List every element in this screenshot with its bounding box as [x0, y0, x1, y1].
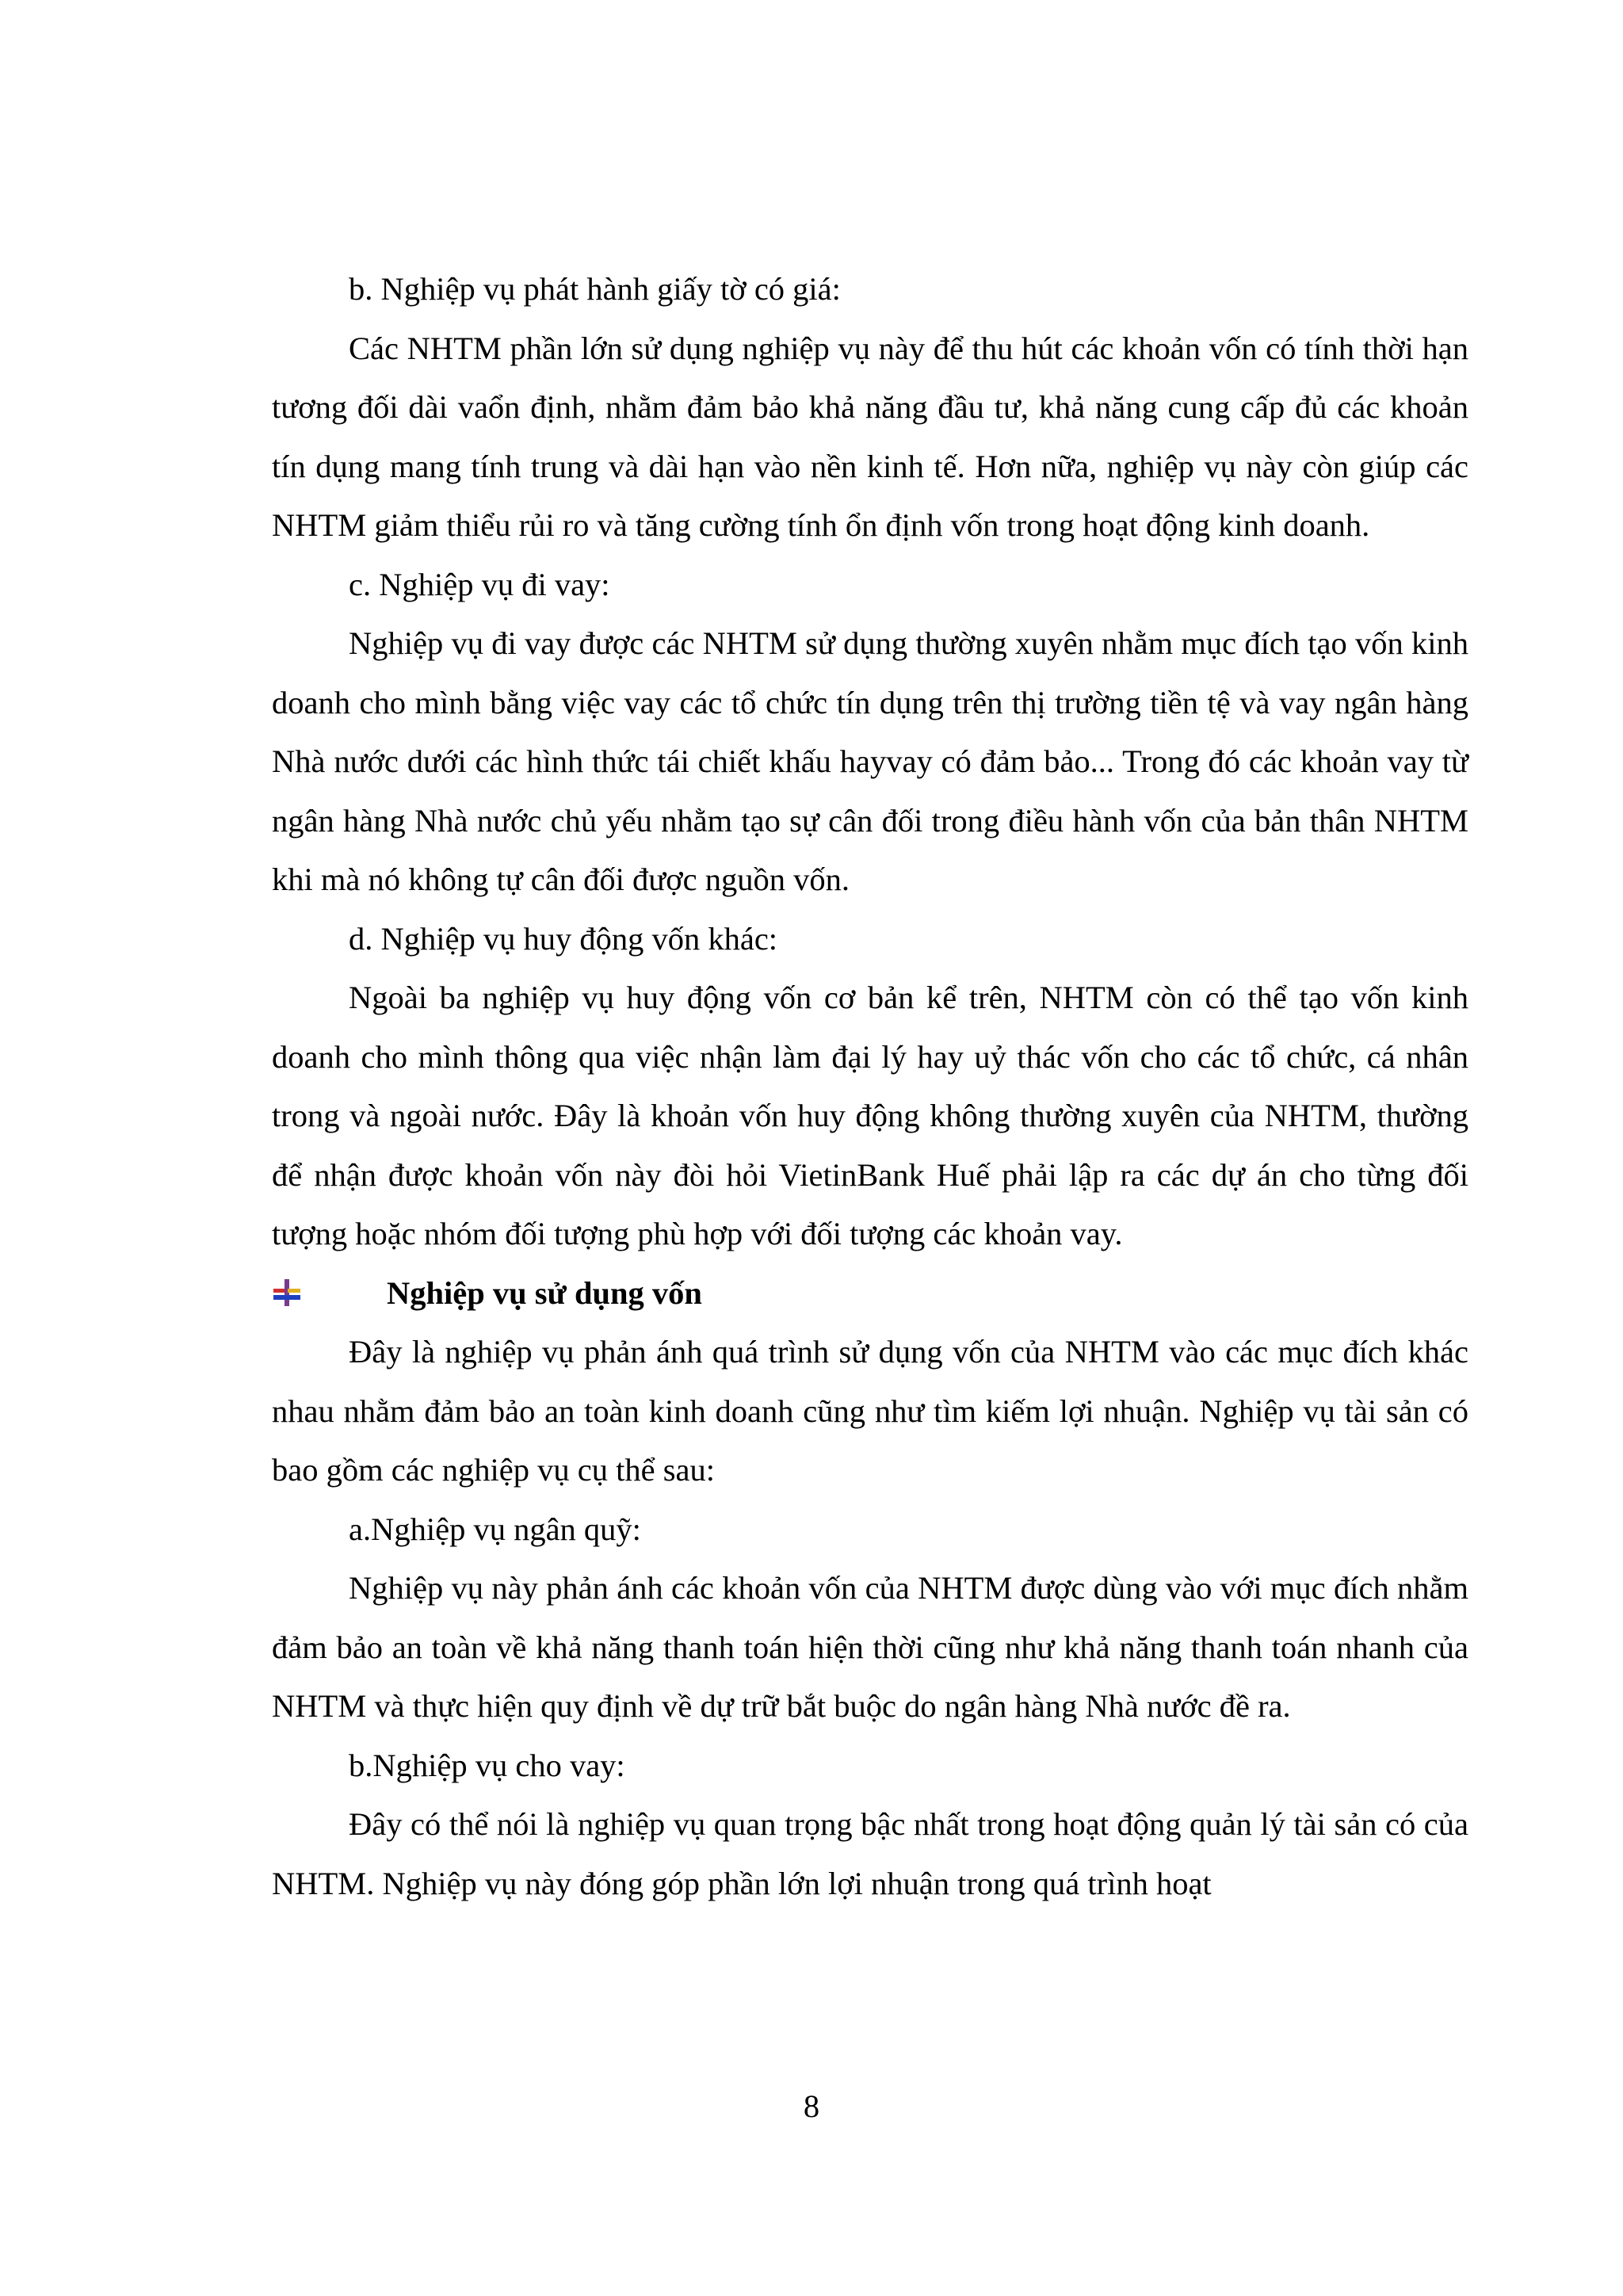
subheading-a-treasury: a.Nghiệp vụ ngân quỹ: — [349, 1511, 641, 1547]
subheading-c-borrowing: c. Nghiệp vụ đi vay: — [349, 566, 610, 602]
page-number: 8 — [803, 2088, 820, 2124]
paragraph-other-mobilization: Ngoài ba nghiệp vụ huy động vốn cơ bản kể trên, NHTM còn có thể tạo vốn kinh doanh cho mình thông qua việc nhận làm đại lý hay uỷ thác vốn cho các tổ chức, cá nhân trong và ngoài nước. Đây là khoản vốn huy động không thường xuyên của NHTM, thường để nhận được khoản vốn này đòi hỏi VietinBank Huế phải lập ra các dự án cho từng đối tượng hoặc nhóm đối tượng phù hợp với đối tượng các khoản vay. — [272, 980, 1468, 1251]
paragraph-issuance: Các NHTM phần lớn sử dụng nghiệp vụ này để thu hút các khoản vốn có tính thời hạn tương đối dài vaổn định, nhằm đảm bảo khả năng đầu tư, khả năng cung cấp đủ các khoản tín dụng mang tính trung và dài hạn vào nền kinh tế. Hơn nữa, nghiệp vụ này còn giúp các NHTM giảm thiểu rủi ro và tăng cường tính ổn định vốn trong hoạt động kinh doanh. — [272, 330, 1468, 543]
four-color-cross-bullet-icon — [272, 1278, 304, 1309]
paragraph-lending: Đây có thể nói là nghiệp vụ quan trọng bậc nhất trong hoạt động quản lý tài sản có của NHTM. Nghiệp vụ này đóng góp phần lớn lợi nhuận trong quá trình hoạt — [272, 1806, 1468, 1901]
subheading-b-lending: b.Nghiệp vụ cho vay: — [349, 1747, 625, 1783]
page-body — [272, 260, 1468, 1913]
subheading-d-other-mobilization: d. Nghiệp vụ huy động vốn khác: — [349, 920, 778, 957]
subheading-b-issuance: b. Nghiệp vụ phát hành giấy tờ có giá: — [349, 271, 841, 307]
paragraph-borrowing: Nghiệp vụ đi vay được các NHTM sử dụng thường xuyên nhằm mục đích tạo vốn kinh doanh cho mình bằng việc vay các tổ chức tín dụng trên thị trường tiền tệ và vay ngân hàng Nhà nước dưới các hình thức tái chiết khấu hayvay có đảm bảo... Trong đó các khoản vay từ ngân hàng Nhà nước chủ yếu nhằm tạo sự cân đối trong điều hành vốn của bản thân NHTM khi mà nó không tự cân đối được nguồn vốn. — [272, 625, 1468, 897]
paragraph-treasury: Nghiệp vụ này phản ánh các khoản vốn của NHTM được dùng vào với mục đích nhằm đảm bảo an toàn về khả năng thanh toán hiện thời cũng như khả năng thanh toán nhanh của NHTM và thực hiện quy định về dự trữ bắt buộc do ngân hàng Nhà nước đề ra. — [272, 1570, 1468, 1724]
section-heading-capital-use — [272, 1264, 1468, 1324]
paragraph-capital-use-intro: Đây là nghiệp vụ phản ánh quá trình sử dụng vốn của NHTM vào các mục đích khác nhau nhằm đảm bảo an toàn kinh doanh cũng như tìm kiếm lợi nhuận. Nghiệp vụ tài sản có bao gồm các nghiệp vụ cụ thể sau: — [272, 1334, 1468, 1488]
section-heading-text: Nghiệp vụ sử dụng vốn — [387, 1274, 702, 1311]
